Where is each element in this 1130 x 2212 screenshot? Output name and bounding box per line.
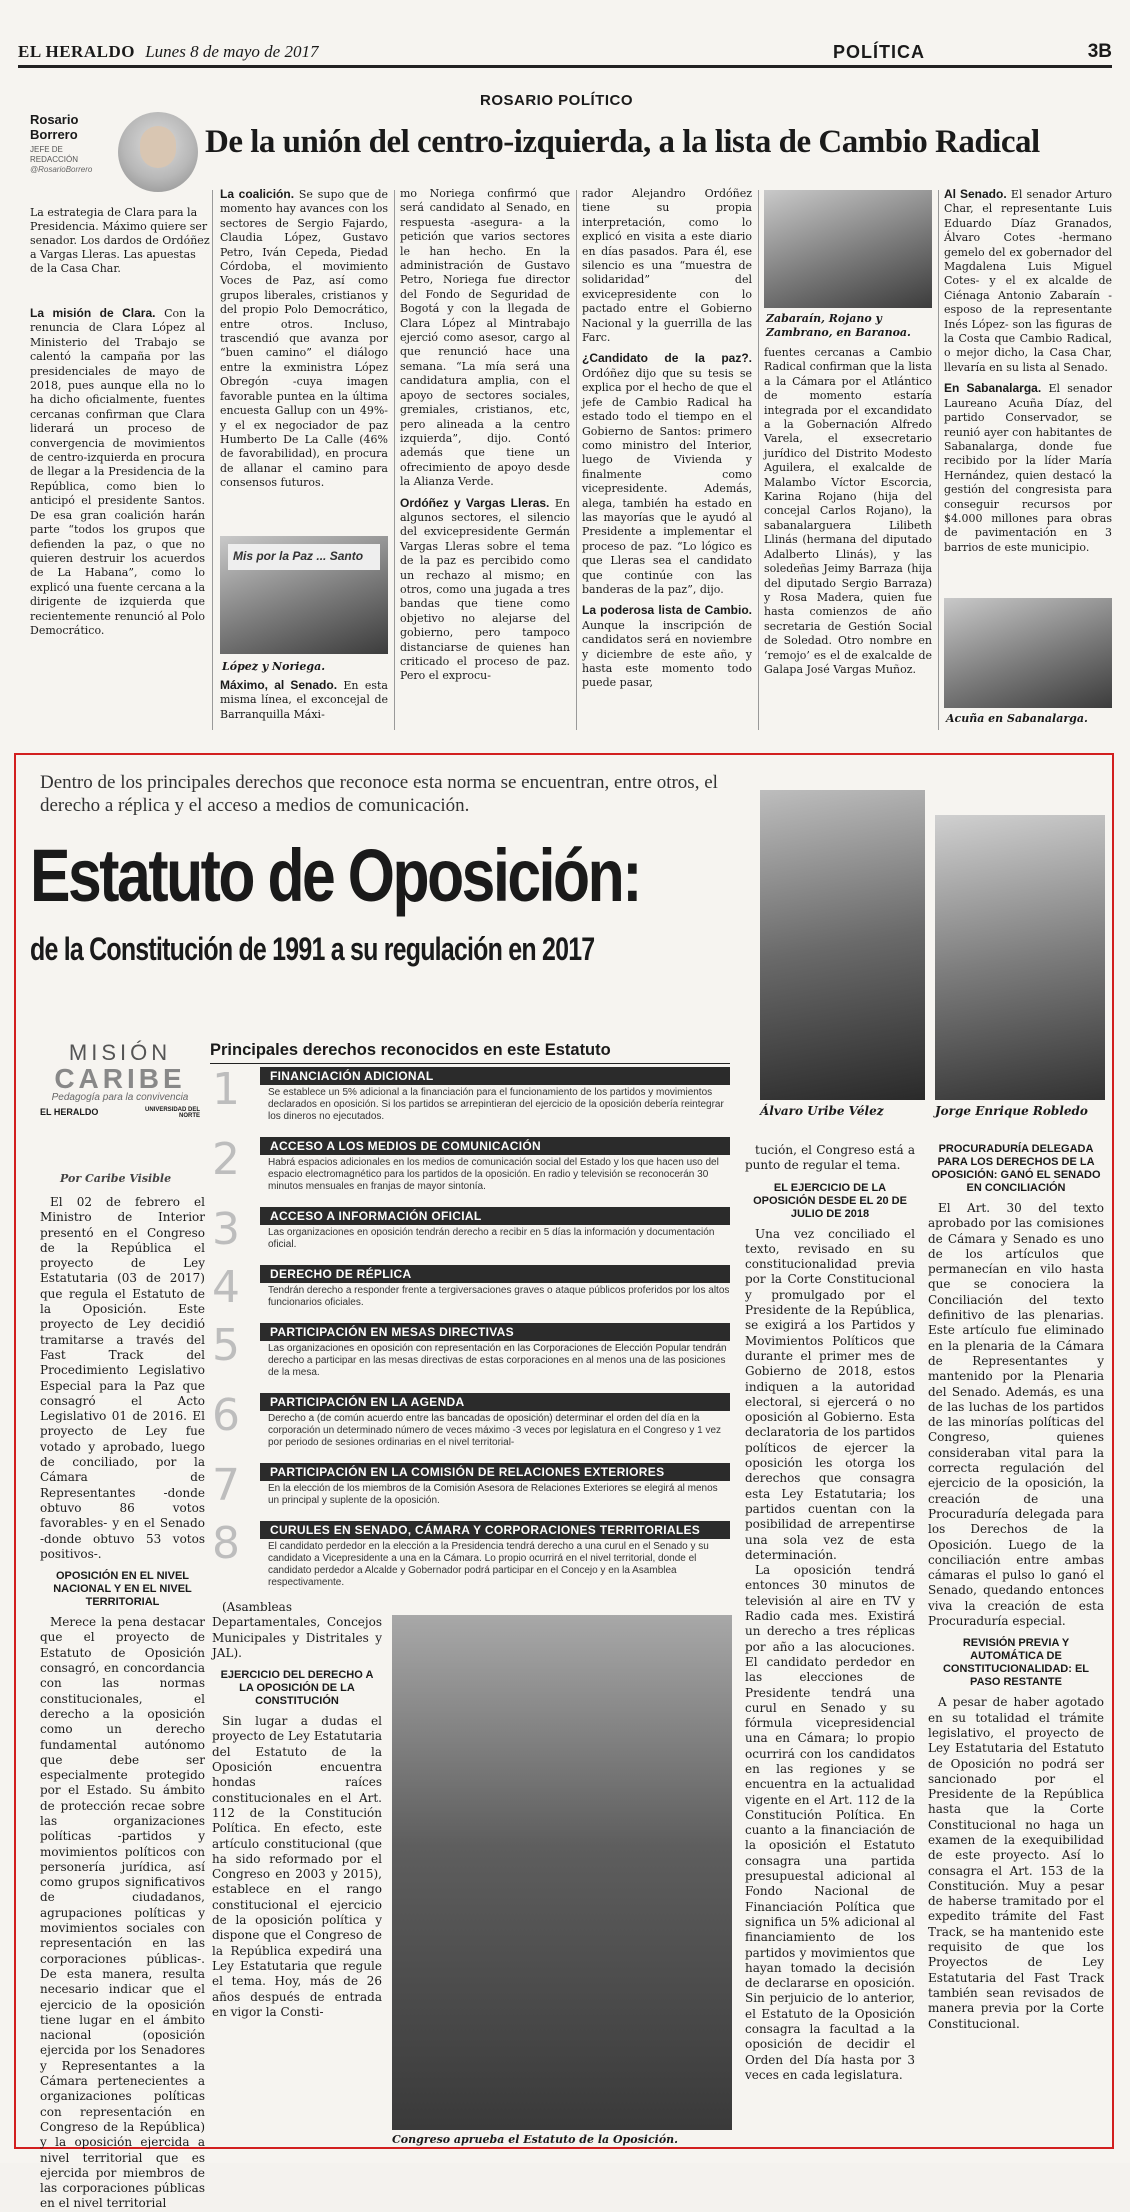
mision-caribe-logo <box>40 1040 200 1119</box>
right-heading: ACCESO A LOS MEDIOS DE COMUNICACIÓN <box>260 1137 730 1155</box>
column-divider <box>938 190 939 730</box>
issue-date: Lunes 8 de mayo de 2017 <box>145 42 319 61</box>
right-item <box>210 1134 730 1197</box>
right-description: Se establece un 5% adicional a la financiación para el funcionamiento de los partidos y movimientos declarados en oposición. Si los partidos se arrepintieran del ejercicio de la oposición debería reintegrar los dineros no ejecutados. <box>268 1087 724 1122</box>
column-headline: De la unión del centro-izquierda, a la lista de Cambio Radical <box>205 124 1040 160</box>
feature-column-c <box>745 1143 915 2083</box>
author-role: JEFE DE REDACCIÓN <box>30 145 79 164</box>
rights-list-title: Principales derechos reconocidos en este Estatuto <box>210 1041 730 1064</box>
subhead-ejercicio-derecho: EJERCICIO DEL DERECHO A LA OPOSICIÓN DE LA CONSTITUCIÓN <box>220 1669 374 1708</box>
photo-caption-uribe: Álvaro Uribe Vélez <box>760 1104 884 1118</box>
feature-column-b-text2: Sin lugar a dudas el proyecto de Ley Estatutaria del Estatuto de la Oposición encuentra hondas raíces constitucionales en el Art. 112 de la Constitución Política. En efecto, este artículo constitucional (que ha sido reformado por el Congreso en 2003 y 2015), establece en el rango constitucional el ejercicio de la oposición política y dispone que el Congreso de la República expedirá una Ley Estatutaria que regule el tema. Hoy, más de 26 años después de entrada en vigor la Consti- <box>212 1714 382 2019</box>
column-1-text: Con la renuncia de Clara López al Ministerio del Trabajo se calentó la campaña por las presidenciales de mayo de 2018, pues aunque ella no lo ha dicho oficialmente, fuentes cercanas confirman que Clara liderará un proceso de convergencia de movimientos de centro-izquierda en procura de llegar a la Presidencia de la República, como bien lo anticipó el presidente Santos. De esa gran coalición harán parte “todos los grupos que defienden la paz, o que no quieren destruir los acuerdos de La Habana”, como lo explicó una fuente cercana a la dirigente de izquierda que recientemente renunció al Polo Democrático. <box>30 307 205 637</box>
column-6b-text: El senador Laureano Acuña Díaz, del partido Conservador, se reunió ayer con habitantes de Sabanalarga, donde fue recibido por la líder María Hernández, quien destacó la gestión del congresista para conseguir recursos por $4.000 millones para obras de pavimentación en 3 barrios de este municipio. <box>944 382 1113 554</box>
column-2-text: Se supo que de momento hay avances con los sectores de Sergio Fajardo, Claudia López, Gustavo Petro, Iván Cepeda, Piedad Córdoba, el movimiento Voces de Paz, así como grupos liberales, cristianos y del propio Polo Democrático, entre otros. Incluso, trascendió que avanza por “buen camino” el diálogo entre la exministra López Obregón -cuya imagen favorable puntea en la última encuesta Gallup con un 49%- y el ex negociador de paz Humberto De La Calle (46% de favorabilidad), en procura de allanar el camino para consensos futuros. <box>220 188 389 490</box>
right-heading: PARTICIPACIÓN EN MESAS DIRECTIVAS <box>260 1323 730 1341</box>
feature-column-b-text: (Asambleas Departamentales, Concejos Municipales y Distritales y JAL). <box>212 1600 382 1660</box>
photo-caption-baranoa: Zabaraín, Rojano y Zambrano, en Baranoa. <box>766 312 911 339</box>
subhead-ejercicio-2018: EL EJERCICIO DE LA OPOSICIÓN DESDE EL 20 DE JULIO DE 2018 <box>753 1181 907 1220</box>
mision-word2: CARIBE <box>54 1063 186 1094</box>
subhead-candidato-paz: ¿Candidato de la paz?. <box>582 351 752 366</box>
photo-zabarain-rojano-zambrano <box>764 190 932 308</box>
column-divider <box>576 190 577 730</box>
photo-congreso <box>392 1615 732 2130</box>
brand-name: EL HERALDO <box>18 42 135 61</box>
right-description: Las organizaciones en oposición con representación en las Corporaciones de Elección Popular tendrán derecho a participar en las mesas directivas de estas corporaciones en al menos una de las posiciones de la mesa. <box>268 1343 727 1378</box>
right-number: 2 <box>212 1134 240 1185</box>
subhead-maximo: Máximo, al Senado. <box>220 678 338 692</box>
right-number: 5 <box>212 1320 240 1371</box>
photo-robledo <box>935 815 1105 1100</box>
section-name: POLÍTICA <box>833 42 925 62</box>
column-2b-text: En esta misma línea, el exconcejal de Barranquilla Máxi- <box>220 679 388 721</box>
photo-uribe <box>760 790 925 1100</box>
right-heading: DERECHO DE RÉPLICA <box>260 1265 730 1283</box>
column-1 <box>30 306 205 640</box>
author-avatar <box>118 112 198 192</box>
feature-subtitle: de la Constitución de 1991 a su regulación en 2017 <box>30 931 595 967</box>
column-4 <box>582 187 752 693</box>
subhead-al-senado: Al Senado. <box>944 187 1007 201</box>
subhead-coalicion: La coalición. <box>220 187 295 201</box>
right-heading: PARTICIPACIÓN EN LA COMISIÓN DE RELACIONES EXTERIORES <box>260 1463 730 1481</box>
right-item <box>210 1460 730 1523</box>
right-item <box>210 1064 730 1127</box>
right-description: Habrá espacios adicionales en los medios de comunicación social del Estado y los que hacen uso del espacio electromagnético para los partidos de la oposición. En radio y televisión se reconocerán 30 minutos mensuales en franjas de mayor sintonía. <box>268 1157 719 1192</box>
photo-acuna-sabanalarga <box>944 598 1112 708</box>
right-description: Tendrán derecho a responder frente a tergiversaciones graves o ataque públicos proferidos por los altos funcionarios oficiales. <box>268 1285 730 1308</box>
column-3 <box>400 187 570 686</box>
column-divider <box>394 190 395 730</box>
subhead-ordonez-vargas: Ordóñez y Vargas Lleras. <box>400 495 550 510</box>
column-deck: La estrategia de Clara para la Presidencia. Máximo quiere ser senador. Los dardos de Ordóñez a Vargas Lleras. Las apuestas de la Casa Char. <box>30 206 210 275</box>
right-heading: FINANCIACIÓN ADICIONAL <box>260 1067 730 1085</box>
column-5-text: fuentes cercanas a Cambio Radical confirman que la lista a la Cámara por el Atlántico de momento estaría integrada por el excandidato a la Gobernación Alfredo Varela, el exsecretario jurídico del Distrito Modesto Aguilera, el exalcalde de Malambo Víctor Escorcia, Karina Rojano (hija del concejal Carlos Rojano), la sabanalarguera Lilibeth Llinás (hermana del diputado Adalberto Llinás), y las soledeñas Jeimy Barraza (hija del diputado Sergio Barraza) y Rosa Madera, quien fue hasta comienzos de año secretaria de Gestión Social de Soledad. Otro nombre en ‘remojo’ es el de exalcalde de Galapa José Vargas Muñoz. <box>764 346 932 676</box>
subhead-sabanalarga: En Sabanalarga. <box>944 381 1042 396</box>
right-heading: CURULES EN SENADO, CÁMARA Y CORPORACIONES TERRITORIALES <box>260 1521 730 1539</box>
right-number: 4 <box>212 1262 240 1313</box>
right-item <box>210 1518 730 1588</box>
poster-banner: Mis por la Paz ... Santo <box>228 544 380 570</box>
column-2 <box>220 187 388 493</box>
right-item <box>210 1390 730 1453</box>
right-description: Las organizaciones en oposición tendrán derecho a recibir en 5 días la información y documentación oficial. <box>268 1227 715 1250</box>
feature-column-c-text2: Una vez conciliado el texto, revisado en su constitucionalidad previa por la Corte Constitucional y promulgado por el Presidente de la República, se exigirá a los Partidos y Movimientos Políticos que durante el primer mes de Gobierno de 2018, estos indiquen a la autoridad electoral, si ejercerá o no oposición al Gobierno. Esta declaratoria de los partidos políticos de ejercer la oposición les otorga los derechos que consagra esta Ley Estatutaria; los partidos cuentan con la posibilidad de arrepentirse una sola vez de esta determinación. <box>745 1226 915 1562</box>
right-number: 1 <box>212 1064 240 1115</box>
column-divider <box>758 190 759 730</box>
column-4-text: rador Alejandro Ordóñez tiene su propia interpretación, como lo explicó en visita a este diario en días pasados. Para él, ese silencio es una “muestra de solidaridad” del exvicepresidente con lo pactado entre el Gobierno Nacional y la guerrilla de las Farc. <box>582 187 752 345</box>
partner-logos <box>40 1107 200 1119</box>
page-number: 3B <box>1087 41 1112 62</box>
right-number: 6 <box>212 1390 240 1441</box>
photo-caption-robledo: Jorge Enrique Robledo <box>935 1104 1088 1118</box>
right-item <box>210 1320 730 1383</box>
logo-el-heraldo: EL HERALDO <box>40 1107 99 1117</box>
column-3-text: mo Noriega confirmó que será candidato al Senado, en respuesta -asegura- a la petición que varios sectores le han hecho. En la administración de Gustavo Petro, Noriega fue director del Fondo de Seguridad de Bogotá y con la llegada de Clara López al Mintrabajo ejerció como asesor, cargo al que renunció hace una semana. “La mía será una candidatura amplia, con el apoyo de sectores sociales, gremiales, cristianos, etc, pero alineada a la centro izquierda”, dijo. Contó además que tiene un ofrecimiento de apoyo desde la Alianza Verde. <box>400 187 570 489</box>
subhead-nivel-nacional: OPOSICIÓN EN EL NIVEL NACIONAL Y EN EL NIVEL TERRITORIAL <box>53 1570 192 1609</box>
right-heading: PARTICIPACIÓN EN LA AGENDA <box>260 1393 730 1411</box>
subhead-mision-clara: La misión de Clara. <box>30 306 156 320</box>
logo-uninorte: UNIVERSIDAD DEL NORTE <box>144 1107 200 1119</box>
photo-caption-sabanalarga: Acuña en Sabanalarga. <box>946 712 1088 725</box>
right-description: En la elección de los miembros de la Comisión Asesora de Relaciones Exteriores se elegirá al menos un principal y suplente de la oposición. <box>268 1483 718 1506</box>
column-6 <box>944 187 1112 557</box>
right-number: 7 <box>212 1460 240 1511</box>
author-name: Rosario Borrero <box>30 112 79 142</box>
column-4b-text: Ordóñez dijo que su tesis se explica por el hecho de que el jefe de Cambio Radical ha estado todo el tiempo en el Gobierno de Santos: primero como ministro del Interior, luego de Vivienda y finalmente como vicepresidente. Además, alega, también ha estado en las mayorías que le ayudó al Presidente a implementar el proceso de paz. “Lo lógico es que Lleras sea el candidato que continúe con las banderas de la paz”, dijo. <box>582 366 752 596</box>
right-number: 8 <box>212 1518 240 1569</box>
column-kicker: ROSARIO POLÍTICO <box>480 92 634 109</box>
right-item <box>210 1204 730 1267</box>
feature-column-b <box>212 1600 382 2020</box>
column-6-text: El senador Arturo Char, el representante Luis Eduardo Díaz Granados, Álvaro Cotes -hermano gemelo del ex gobernador del Magdalena Luis Miguel Cotes- y el ex alcalde de Ciénaga Antonio Zabaraín -esposo de la representante Inés López- son las figuras de la Costa que Cambio Radical, o mejor dicho, la Casa Char, llevaría en su lista al Senado. <box>944 188 1112 374</box>
mision-tagline: Pedagogía para la convivencia <box>51 1092 189 1103</box>
right-item <box>210 1262 730 1325</box>
column-5 <box>764 346 932 679</box>
feature-column-a-text2: Merece la pena destacar que el proyecto de Estatuto de Oposición consagró, en concordancia con las normas constitucionales, el derecho a la oposición como un derecho fundamental autónomo que debe ser especialmente protegido por el Estado. Su ámbito de protección recae sobre las organizaciones políticas -partidos y movimientos políticos con personería jurídica, así como grupos significativos de ciudadanos, agrupaciones políticas y movimientos sociales con representación en las corporaciones públicas-. De esta manera, resulta necesario indicar que el ejercicio de la oposición tiene lugar en el ámbito nacional (oposición ejercida por los Senadores y Representantes a la Cámara pertenecientes a organizaciones políticas con representación en Congreso de la República) y la oposición ejercida a nivel territorial que es ejercida por miembros de las corporaciones públicas en el nivel territorial <box>40 1615 205 2211</box>
subhead-lista-cambio: La poderosa lista de Cambio. <box>582 603 752 618</box>
photo-lopez-noriega <box>220 536 388 654</box>
feature-column-a-text: El 02 de febrero el Ministro de Interior presentó en el Congreso de la República el proyecto de Ley Estatutaria (03 de 2017) que regula el Estatuto de la Oposición. Este proyecto de Ley decidió tramitarse a través del Fast Track del Procedimiento Legislativo Especial para la Paz que consagró el Acto Legislativo 01 de 2016. El proyecto de Ley fue votado y aprobado, luego de conciliado, por la Cámara de Representantes -donde obtuvo 86 votos favorables- y en el Senado -donde obtuvo 53 votos positivos-. <box>40 1195 205 1561</box>
feature-column-c-text3: La oposición tendrá entonces 30 minutos de televisión al aire en TV y Radio cada mes. Existirá un derecho a tres réplicas por año a las alocuciones. El candidato perdedor en las elecciones de Presidente tendrá una curul en Senado y su fórmula vicepresidencial una en Cámara; lo propio ocurrirá con los candidatos en las regiones y se encuentra en la actualidad vigente en el Art. 112 de la Constitución Política. En cuanto a la financiación de la oposición el Estatuto consagra una partida presupuestal adicional al Fondo Nacional de Financiación Política que significa un 5% adicional al financiamiento de los partidos y movimientos que hayan tomado la decisión de declararse en oposición. Sin perjuicio de lo anterior, el Estatuto de la Oposición consagra la facultad a la oposición de decidir el Orden del Día hasta por 3 veces en cada legislatura. <box>745 1563 915 2082</box>
column-3b-text: En algunos sectores, el silencio del exvicepresidente Germán Vargas Lleras sobre el tema de la paz es percibido como un rechazo al mismo; en otros, como una jugada a tres bandas que tiene como objetivo no alejarse del gobierno, pero tampoco distanciarse de quienes han criticado el proceso de paz. Pero el exprocu- <box>400 496 570 683</box>
feature-intro: Dentro de los principales derechos que reconoce esta norma se encuentran, entre otros, el derecho a réplica y el acceso a medios de comunicación. <box>40 772 718 816</box>
photo-caption-lopez-noriega: López y Noriega. <box>222 660 326 673</box>
right-description: Derecho a (de común acuerdo entre las bancadas de oposición) determinar el orden del día en la corporación un determinado número de veces máximo -3 veces por legislatura en el Congreso y 1 vez por periodo de sesiones ordinarias en el nivel territorial- <box>268 1413 722 1448</box>
column-2b <box>220 678 388 724</box>
photo-caption-congreso: Congreso aprueba el Estatuto de la Oposición. <box>392 2133 678 2146</box>
right-heading: ACCESO A INFORMACIÓN OFICIAL <box>260 1207 730 1225</box>
feature-title: Estatuto de Oposición: <box>30 834 641 917</box>
feature-byline: Por Caribe Visible <box>60 1172 172 1185</box>
column-divider <box>212 190 213 730</box>
masthead-left <box>18 42 318 62</box>
feature-column-a <box>40 1195 205 2212</box>
author-handle: @RosarioBorrero <box>30 165 93 174</box>
mision-word: MISIÓN <box>68 1040 172 1065</box>
column-4c-text: Aunque la inscripción de candidatos será en noviembre y diciembre de este año, y hasta este momento todo puede pasar, <box>582 618 752 690</box>
masthead <box>18 38 1112 68</box>
subhead-procuraduria: PROCURADURÍA DELEGADA PARA LOS DERECHOS DE LA OPOSICIÓN: GANÓ EL SENADO EN CONCILIACIÓN <box>931 1143 1101 1194</box>
feature-column-c-text: tución, el Congreso está a punto de regular el tema. <box>745 1143 915 1173</box>
feature-column-d <box>928 1135 1104 2032</box>
right-number: 3 <box>212 1204 240 1255</box>
subhead-revision-previa: REVISIÓN PREVIA Y AUTOMÁTICA DE CONSTITUCIONALIDAD: EL PASO RESTANTE <box>942 1637 1090 1689</box>
feature-column-d-text: El Art. 30 del texto aprobado por las comisiones de Cámara y Senado es uno de los artículos que permanecían en vilo hasta que se conociera la Conciliación del texto definitivo de las plenarias. Este artículo fue eliminado en la plenaria de la Cámara de Representantes y mantenido por la Plenaria del Senado. Además, es una de las luchas de los partidos de las minorías políticas del Congreso, quienes consideraban vital para la correcta regulación del ejercicio de la oposición, la creación de una Procuraduría delegada para los Derechos de la Oposición. Luego de la conciliación entre ambas cámaras el pulso lo ganó el Senado, quedando entonces viva la creación de esta Procuraduría especial. <box>928 1201 1104 1629</box>
right-description: El candidato perdedor en la elección a la Presidencia tendrá derecho a una curul en el Senado y su candidato a Vicepresidente a una en la Cámara. Lo propio ocurrirá en el nivel territorial, donde el candidato perdedor a Alcalde y Gobernador podrá participar en el Concejo y en la Asamblea respectivamente. <box>268 1541 709 1588</box>
feature-column-d-text2: A pesar de haber agotado en su totalidad el trámite legislativo, el proyecto de Ley Estatutaria del Estatuto de Oposición no podrá ser sancionado por el Presidente de la República hasta que la Corte Constitucional no haga un examen de la exequibilidad de este proyecto. Así lo consagra el Art. 153 de la Constitución. Muy a pesar de haberse tramitado por el expedito trámite del Fast Track, se ha mantenido este requisito de que los Proyectos de Ley Estatutaria del Fast Track también sean revisados de manera previa por la Corte Constitucional. <box>928 1695 1104 2031</box>
